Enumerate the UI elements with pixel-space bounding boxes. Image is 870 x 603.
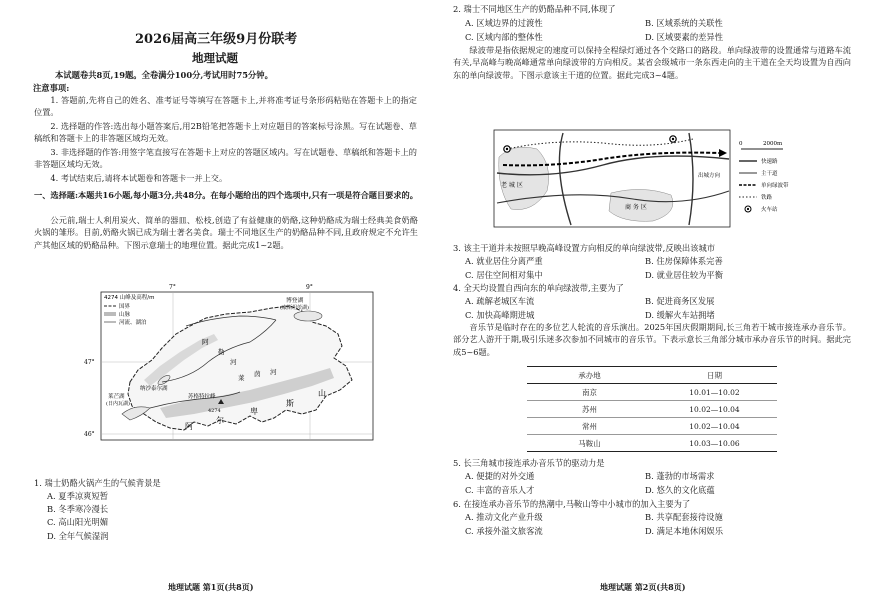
rhine-char-1: 莱 (238, 374, 245, 382)
q5-stem: 5. 长三角城市接连承办音乐节的驱动力是 (453, 458, 605, 468)
table-row: 常州 10.02—10.04 (527, 418, 777, 435)
rhine-char-3: 河 (270, 368, 277, 376)
airport-dir-label: 出城方向 (698, 173, 721, 179)
q4-option-a[interactable]: A. 疏解老城区车流 (465, 296, 535, 306)
exam-page-2 (435, 0, 870, 603)
exam-intro: 本试题卷共8页,19题。全卷满分100分,考试用时75分钟。 (55, 70, 273, 80)
q6-option-d[interactable]: D. 满足本地休闲娱乐 (645, 526, 724, 536)
q1-stem: 1. 瑞士奶酪火锅产生的气候背景是 (34, 478, 161, 488)
geneva-alt-label: (日内瓦湖) (106, 401, 130, 407)
table-row: 马鞍山 10.03—10.06 (527, 435, 777, 452)
scale-km: 2000m (763, 141, 783, 147)
bodensee-label: 博登湖 (286, 298, 304, 304)
notice-2: 2. 选择题的作答:选出每小题答案后,用2B铅笔把答题卡上对应题目的答案标号涂黑。写在试题卷、草稿纸和答题卡上的非答题区域均无效。 (34, 121, 417, 144)
lon-9-label: 9° (306, 284, 313, 291)
legend-range: 山脉 (119, 312, 131, 318)
alps-char-4: 斯 (286, 399, 294, 408)
section-heading: 一、选择题:本题共16小题,每小题3分,共48分。在每小题给出的四个选项中,只有一项是符合题目要求的。 (34, 190, 418, 200)
aare-char-1: 阿 (202, 338, 209, 346)
old-city-label: 老 城 区 (501, 182, 523, 189)
rhine-char-2: 茵 (254, 370, 261, 378)
q1-option-c[interactable]: C. 高山阳光明媚 (47, 517, 109, 527)
lon-7-label: 7° (169, 284, 176, 291)
business-label: 商 务 区 (625, 204, 647, 211)
legend-main-road: 主干道 (761, 171, 778, 177)
table-row: 南京 10.01—10.02 (527, 384, 777, 401)
legend-peak: 4274 山峰及高程/m (104, 295, 155, 301)
q4-option-c[interactable]: C. 加快高峰期进城 (465, 310, 535, 320)
q2-option-c[interactable]: C. 区域内部的整体性 (465, 32, 543, 42)
q2-option-a[interactable]: A. 区域边界的过渡性 (465, 18, 543, 28)
bodensee-alt-label: (康斯坦茨湖) (280, 305, 309, 311)
q3-option-d[interactable]: D. 就业居住较为平衡 (645, 270, 724, 280)
peak-label: 苏格特拉峰 (188, 394, 216, 400)
q1-option-d[interactable]: D. 全年气候湿润 (47, 531, 109, 541)
legend-expressway: 快速路 (761, 159, 778, 165)
q1-option-b[interactable]: B. 冬季寒冷漫长 (47, 504, 109, 514)
geneva-label: 莱芒湖 (108, 394, 125, 400)
q5-option-d[interactable]: D. 悠久的文化底蕴 (645, 485, 715, 495)
page-footer-2: 地理试题 第2页(共8页) (600, 582, 686, 592)
q6-option-a[interactable]: A. 推动文化产业升级 (465, 512, 543, 522)
page-footer-1: 地理试题 第1页(共8页) (168, 582, 254, 592)
festival-table (527, 366, 777, 452)
q1-option-a[interactable]: A. 夏季凉爽短暂 (47, 491, 109, 501)
q3-option-c[interactable]: C. 居住空间相对集中 (465, 270, 543, 280)
q3-stem: 3. 该主干道并未按照早晚高峰设置方向相反的单向绿波带,反映出该城市 (453, 243, 716, 253)
legend-river: 河流、湖泊 (119, 320, 147, 326)
aare-char-2: 勒 (218, 348, 225, 356)
q5-option-b[interactable]: B. 蓬勃的市场需求 (645, 471, 715, 481)
lat-46-label: 46° (84, 431, 95, 438)
alps-char-5: 山 (318, 389, 326, 398)
legend-green-wave: 单向绿波带 (761, 183, 789, 189)
q5-option-a[interactable]: A. 便捷的对外交通 (465, 471, 535, 481)
notice-heading: 注意事项: (33, 83, 70, 93)
q3-option-b[interactable]: B. 住房保障体系完善 (645, 256, 723, 266)
alps-char-2: 尔 (216, 416, 224, 425)
exam-title: 2026届高三年级9月份联考 (135, 32, 298, 47)
q6-option-c[interactable]: C. 承接外溢文旅客流 (465, 526, 543, 536)
q5-option-c[interactable]: C. 丰富的音乐人才 (465, 485, 535, 495)
table-header-date: 日期 (652, 367, 777, 384)
lat-47-label: 47° (84, 359, 95, 366)
q6-option-b[interactable]: B. 共享配套接待设施 (645, 512, 723, 522)
lake-bodensee (294, 311, 322, 321)
city-map-legend (739, 157, 789, 213)
q6-stem: 6. 在接连承办音乐节的热潮中,马鞍山等中小城市的加入主要为了 (453, 499, 691, 509)
table-row: 苏州 10.02—10.04 (527, 401, 777, 418)
q4-option-d[interactable]: D. 缓解火车站拥堵 (645, 310, 715, 320)
q2-stem: 2. 瑞士不同地区生产的奶酪品种不同,体现了 (453, 4, 616, 14)
legend-railway: 铁路 (761, 195, 773, 201)
q2-option-d[interactable]: D. 区域要素的差异性 (645, 32, 724, 42)
notice-1: 1. 答题前,先将自己的姓名、准考证号等填写在答题卡上,并将准考证号条形码粘贴在答题卡上的指定位置。 (34, 95, 417, 118)
q4-stem: 4. 全天均设置自西向东的单向绿波带,主要为了 (453, 283, 624, 293)
city-road-map (493, 129, 833, 229)
aare-char-3: 河 (230, 358, 237, 366)
neuchatel-label: 纳沙泰尔湖 (140, 386, 168, 392)
alps-char-1: 阿 (185, 422, 193, 431)
notice-4: 4. 考试结束后,请将本试题卷和答题卡一并上交。 (50, 173, 228, 183)
peak-height-label: 4274 (208, 408, 221, 414)
passage-music-festival: 音乐节是临时存在的多位艺人轮流的音乐演出。2025年国庆假期期间,长三角若干城市接连承办音乐节。部分艺人游开于期,吸引乐迷多次参加不同城市的音乐节。下表示意长三角部分城市承办音乐节的时间。据此完成5~6题。 (453, 322, 851, 357)
legend-station: 火车站 (761, 207, 778, 213)
scale-zero: 0 (739, 141, 743, 147)
exam-subject: 地理试题 (192, 51, 238, 65)
table-header-city: 承办地 (527, 367, 652, 384)
legend-border: 国界 (119, 304, 131, 310)
notice-3: 3. 非选择题的作答:用签字笔直接写在答题卡上对应的答题区域内。写在试题卷、草稿纸和答题卡上的非答题区域均无效。 (34, 147, 417, 170)
alps-char-3: 卑 (250, 407, 258, 416)
passage-green-wave: 绿波带是指依据规定的速度可以保持全程绿灯通过各个交路口的路段。单向绿波带的设置通常与道路车流有关,早高峰与晚高峰通常单向绿波带的方向相反。某省会级城市一条东西走向的主干道在全天均设置为自西向东的单向绿波带。下图示意该主干道的位置。据此完成3~4题。 (453, 45, 851, 80)
switzerland-map (84, 282, 380, 447)
q3-option-a[interactable]: A. 就业居住分离严重 (465, 256, 543, 266)
q2-option-b[interactable]: B. 区域系统的关联性 (645, 18, 723, 28)
passage-cheese: 公元前,瑞士人利用炭火、简单的器皿、松枝,创造了有益健康的奶酪,这种奶酪成为瑞士经典美食奶酪火锅的雏形。目前,奶酪火锅已成为瑞士著名美食。瑞士不同地区生产的奶酪品种不同,且政府规定不允许生产其他区域的奶酪品种。下图示意瑞士的地理位置。据此完成1~2题。 (34, 215, 418, 250)
q4-option-b[interactable]: B. 促进商务区发展 (645, 296, 715, 306)
